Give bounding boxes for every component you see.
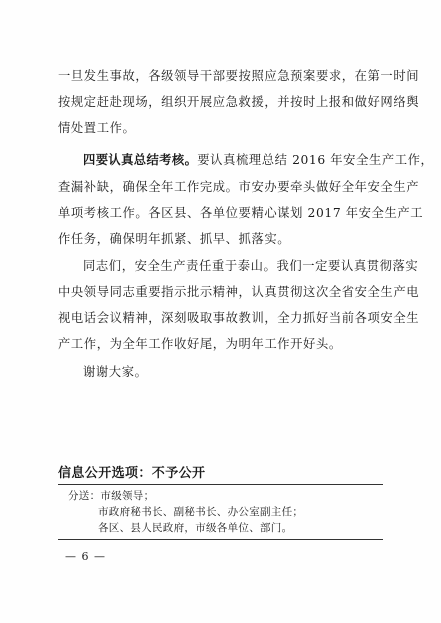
text-line (83, 153, 433, 167)
text-line: 产工作，为全年工作收好尾，为明年工作开好头。 (58, 337, 342, 351)
text-line: 作任务，确保明年抓紧、抓早、抓落实。 (58, 232, 291, 246)
text-line: 中央领导同志重要指示批示精神，认真贯彻这次全省安全生产电 (58, 285, 420, 299)
text-line: 一旦发生事故，各级领导干部要按照应急预案要求，在第一时间 (58, 69, 420, 83)
text-line: 查漏补缺，确保全年工作完成。市安办要牵头做好全年安全生产 (58, 180, 420, 194)
text-line: 同志们，安全生产责任重于泰山。我们一定要认真贯彻落实 (83, 259, 419, 273)
distribution-line: 分送：市级领导； (68, 490, 155, 502)
closing-remark: 谢谢大家。 (83, 365, 148, 379)
text-line: 按规定赶赴现场，组织开展应急救援，并按时上报和做好网络舆 (58, 95, 420, 109)
divider-bottom (58, 539, 383, 540)
distribution-line: 市政府秘书长、副秘书长、办公室副主任； (98, 506, 304, 518)
text-line: 单项考核工作。各区县、各单位要精心谋划 2017 年安全生产工 (58, 206, 424, 220)
section-heading: 四要认真总结考核。 (83, 153, 198, 167)
page-number: — 6 — (65, 550, 106, 563)
distribution-line: 各区、县人民政府，市级各单位、部门。 (98, 522, 293, 534)
text-line: 情处置工作。 (58, 121, 136, 135)
info-disclosure-option: 信息公开选项：不予公开 (58, 466, 206, 481)
text-line: 视电话会议精神，深刻吸取事故教训，全力抓好当前各项安全生 (58, 311, 420, 325)
divider-top (58, 484, 383, 485)
text-span: 要认真梳理总结 2016 年安全生产工作， (197, 153, 434, 167)
